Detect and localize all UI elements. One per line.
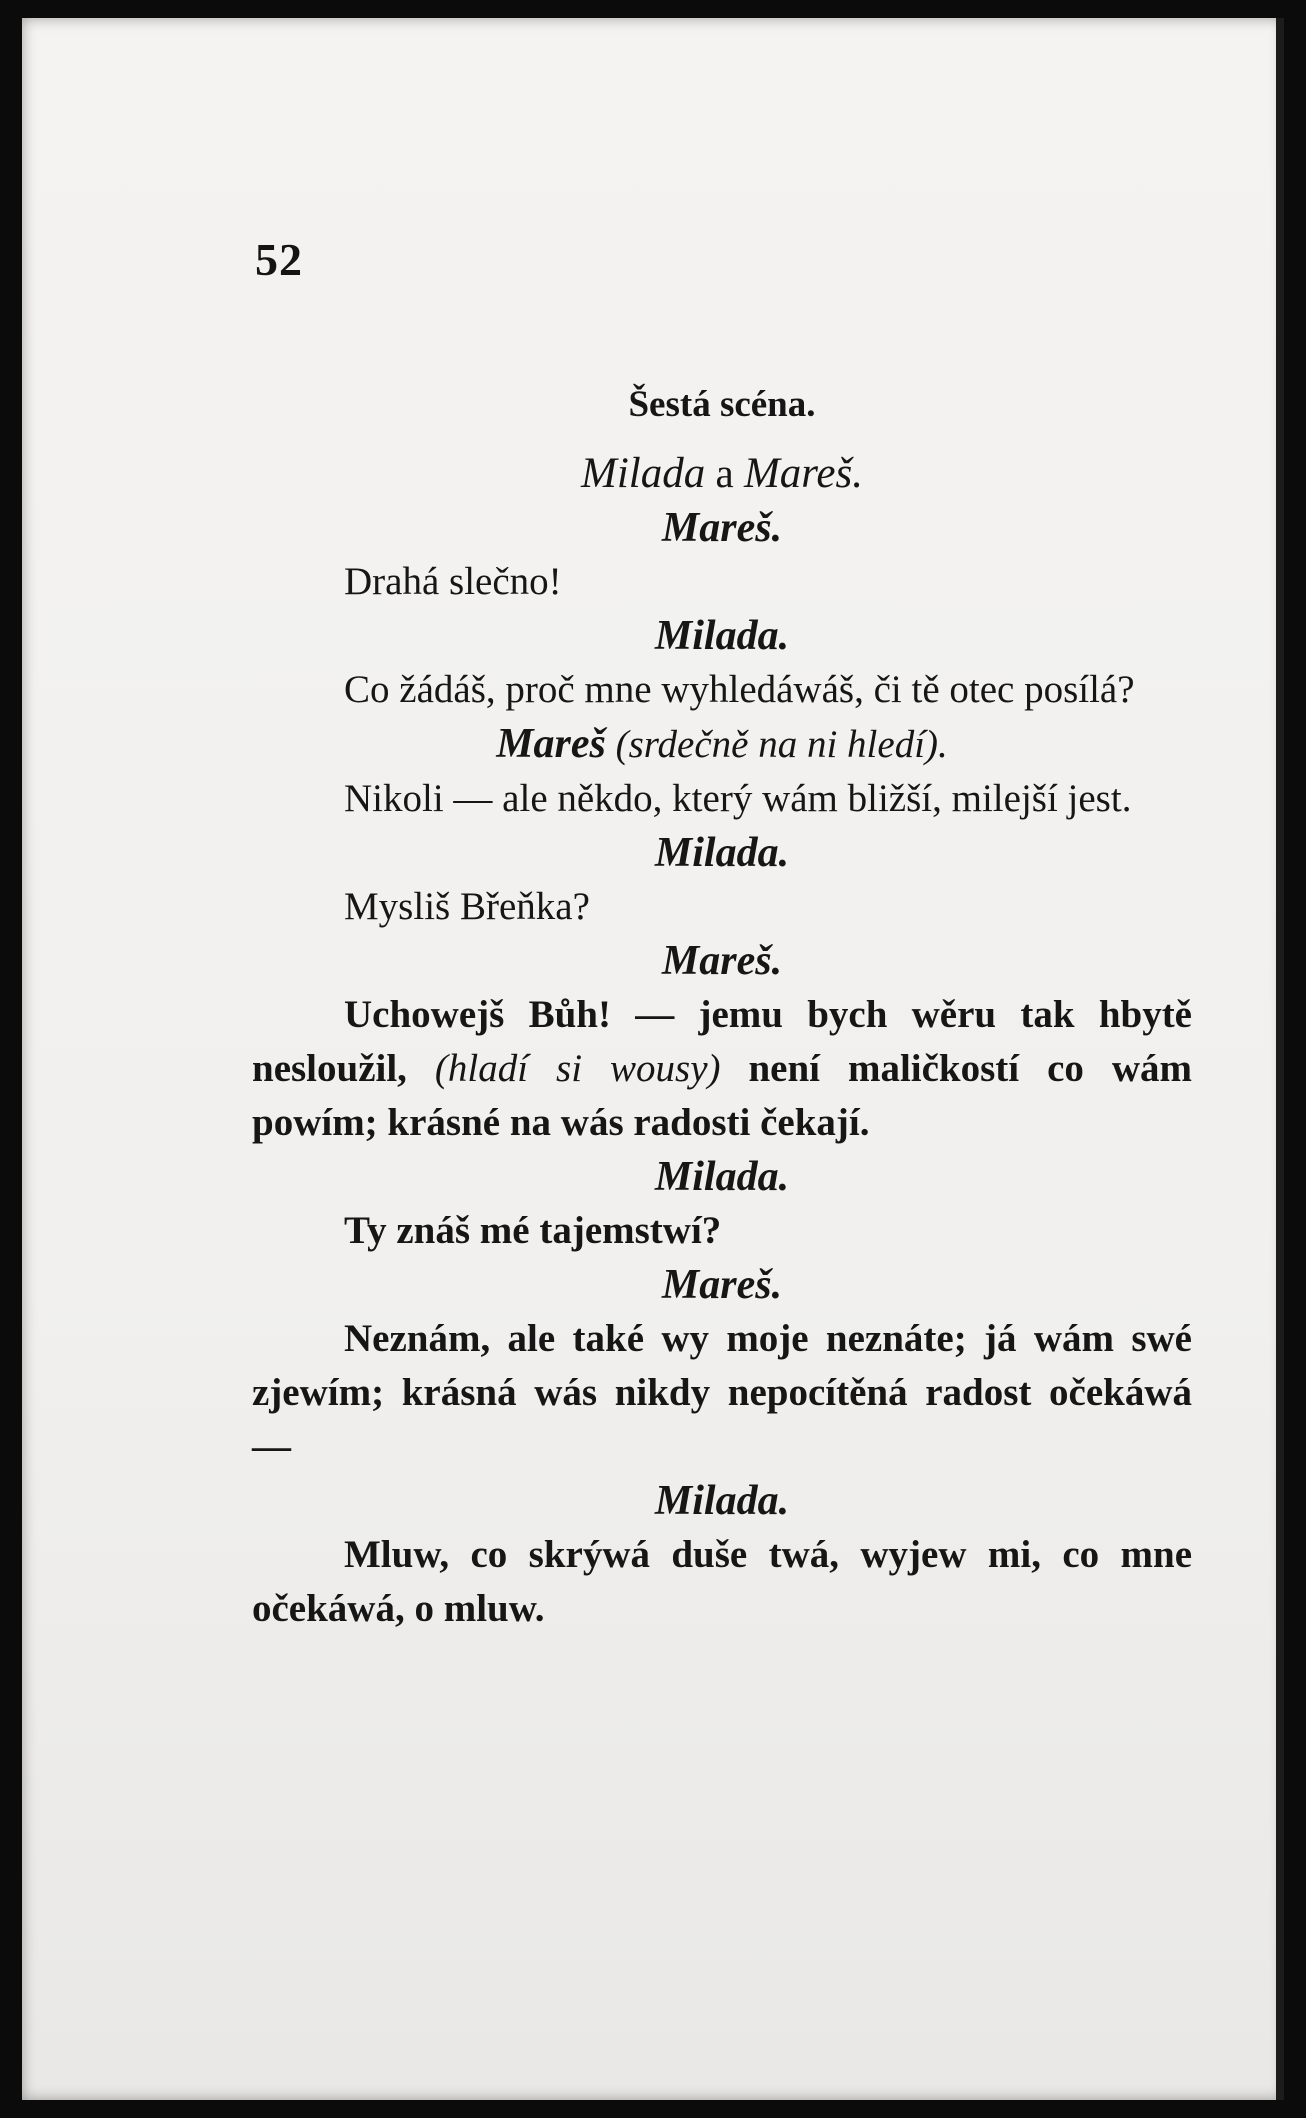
speech-line: Uchowejš Bůh! — jemu bych wěru tak hbytě nesloužil, (hladí si wousy) není maličkostí co wám powím; krásné na wás radosti čekají. [252,993,1193,1144]
speaker-name: Mareš. [661,1262,783,1308]
stage-direction: (srdečně na ni hledí). [615,723,948,766]
play-text [252,378,1192,1636]
speaker-name: Milada. [654,613,790,659]
person-milada: Milada [581,450,706,497]
person-mares: Mareš. [743,450,863,497]
speaker-name: Mareš. [661,938,783,984]
speaker-name: Milada. [654,1154,790,1200]
speech-line: Drahá slečno! [344,560,562,603]
speech-line: Neznám, ale také wy moje neznáte; já wám swé zjewím; krásná wás nikdy nepocítěná radost očekáwá — [252,1317,1192,1468]
speech-line: Co žádáš, proč mne wyhledáwáš, či tě otec posílá? [344,668,1135,711]
speech-line: Mysliš Břeňka? [344,885,590,928]
speaker-name: Milada. [654,1478,790,1524]
speaker-with-direction [252,717,1192,772]
scene-title: Šestá scéna. [628,384,816,425]
persons-conjunction: a [715,450,734,496]
speaker-name: Milada. [654,830,790,876]
stage-direction: (hladí si wousy) [434,1047,721,1090]
speech-line: Nikoli — ale někdo, který wám bližší, milejší jest. [344,777,1132,820]
speech-line: Mluw, co skrýwá duše twá, wyjew mi, co mne očekáwá, o mluw. [252,1533,1192,1630]
page-edge-shadow [1276,18,1284,2100]
speech-line: Ty znáš mé tajemstwí? [344,1209,722,1252]
speaker-name: Mareš [496,721,606,767]
scene-persons [252,446,1192,501]
speaker-name: Mareš. [661,505,783,551]
page-number: 52 [255,234,303,285]
